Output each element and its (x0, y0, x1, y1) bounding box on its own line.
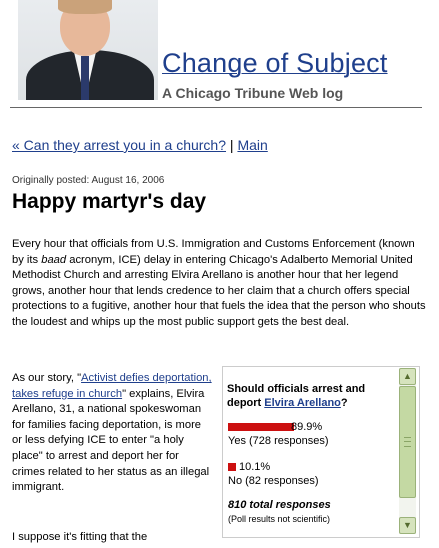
poll-label-no: No (82 responses) (228, 475, 319, 487)
scrollbar-thumb[interactable] (399, 386, 416, 498)
up-arrow-icon[interactable]: ▲ (399, 368, 416, 385)
poll-label-yes: Yes (728 responses) (228, 435, 329, 447)
post-title: Happy martyr's day (12, 190, 207, 213)
blog-title-link[interactable]: Change of Subject (162, 48, 388, 78)
poll-percent-yes: 89.9% (291, 421, 323, 433)
poll-percent-no: 10.1% (239, 461, 271, 473)
down-arrow-icon[interactable]: ▼ (399, 517, 416, 534)
post-paragraph-2: As our story, "Activist defies deportation, takes refuge in church" explains, Elvira Arellano, 31, a national spokeswoman for families facing deportation, is more or less defying ICE to enter "a holy place" to arrest and deport her for crimes related to her status as an illegal immigrant. (12, 372, 212, 494)
header-divider (10, 107, 422, 108)
author-photo (18, 0, 158, 100)
post-paragraph-1: Every hour that officials from U.S. Immigration and Customs Enforcement (known by its baad acronym, ICE) delay in entering Chicago's Adalberto Memorial United Methodist Church and arresting Elvira Arellano is another hour that her legend grows, another hour that lends credence to her claim that a church offers special protections to a fugitive, another hour that fuels the idea that the person who shouts the loudest and whips up the most public support gets the best deal. (12, 238, 426, 328)
post-date: Originally posted: August 16, 2006 (12, 175, 165, 186)
blog-subtitle: A Chicago Tribune Web log (162, 85, 344, 101)
poll-total: 810 total responses (228, 499, 331, 511)
poll-result-bar-no (228, 463, 236, 471)
poll-result-bar-yes (228, 423, 294, 431)
previous-post-link[interactable]: « Can they arrest you in a church? (12, 137, 227, 153)
poll-scrollbar[interactable] (399, 368, 416, 534)
poll-note: (Poll results not scientific) (228, 514, 331, 524)
poll-widget (222, 366, 420, 538)
poll-question-link[interactable]: Elvira Arellano (264, 397, 341, 409)
post-navigation (12, 137, 268, 153)
emphasis-text: baad (41, 253, 67, 266)
nav-separator: | (229, 137, 234, 153)
blog-header (0, 0, 439, 112)
post-paragraph-3: I suppose it's fitting that the (12, 531, 148, 543)
poll-question: Should officials arrest and deport Elvira Arellano? (227, 383, 366, 409)
story-link[interactable]: Activist defies deportation, takes refuge in church (12, 372, 212, 400)
main-link[interactable]: Main (237, 137, 268, 153)
